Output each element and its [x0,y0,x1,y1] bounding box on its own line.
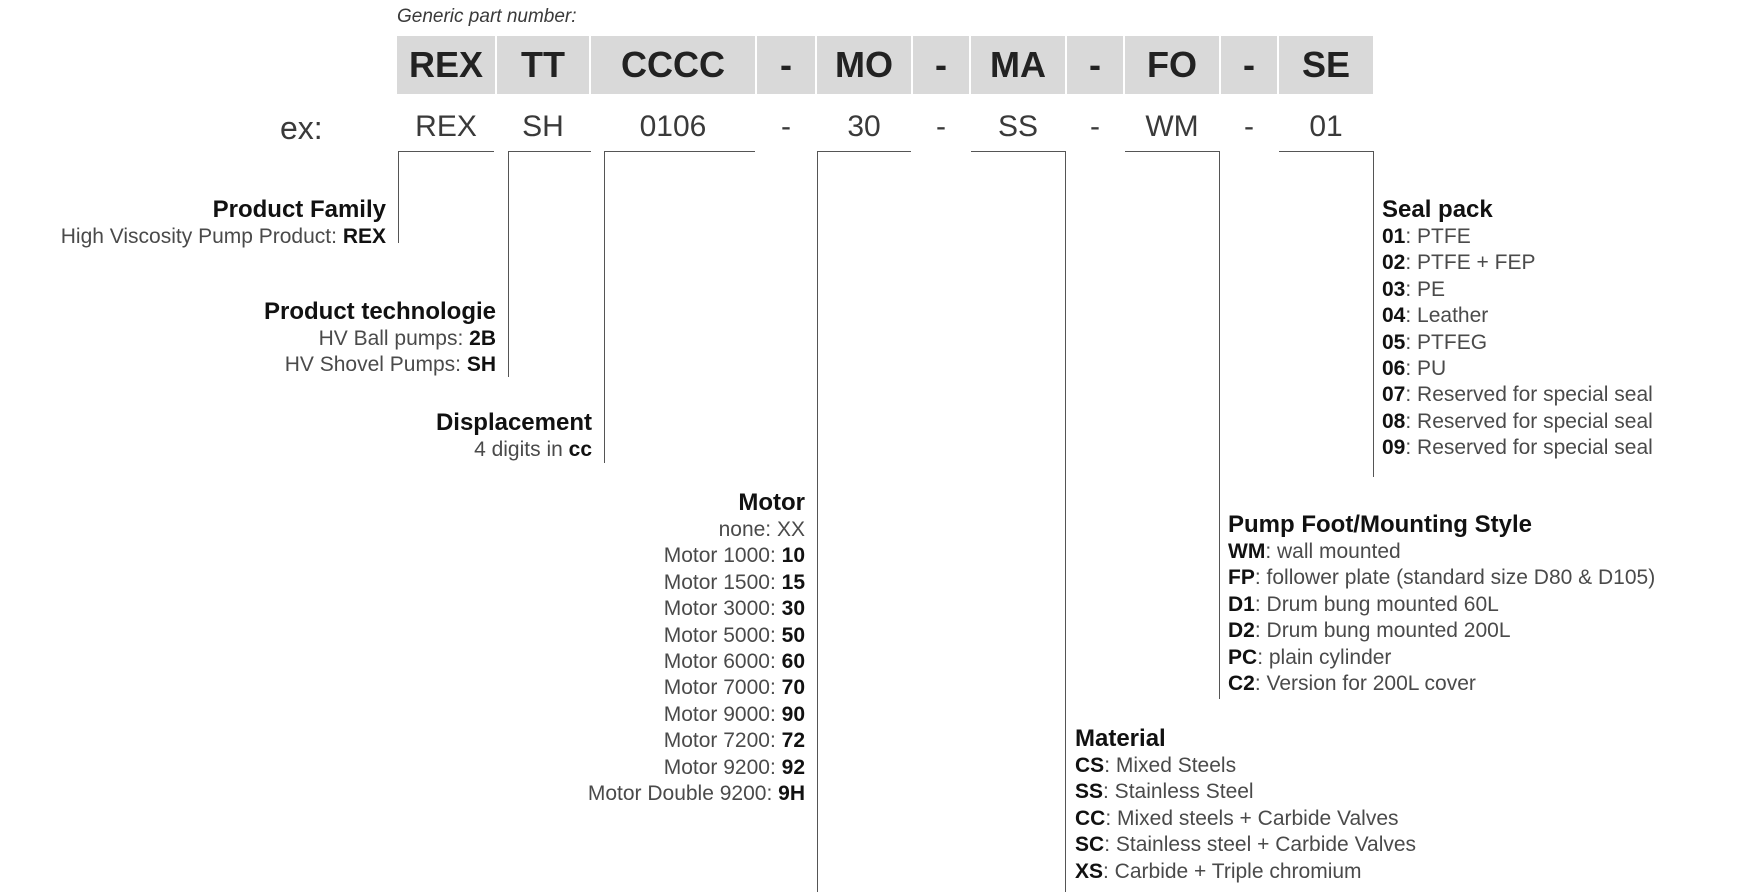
example-value: - [936,110,946,143]
example-value: 0106 [639,110,707,143]
motor-block [588,489,805,807]
list-item: 04: Leather [1382,304,1489,328]
material-block [1075,725,1416,885]
list-item: Motor 1500: 15 [663,570,805,594]
list-item: HV Shovel Pumps: SH [284,353,496,377]
list-item: PC: plain cylinder [1228,645,1392,669]
displacement-block [436,409,592,463]
list-item: D1: Drum bung mounted 60L [1228,592,1499,616]
list-item: Motor 6000: 60 [663,650,805,674]
list-item: C2: Version for 200L cover [1228,672,1476,696]
list-item: CS: Mixed Steels [1075,754,1237,777]
underline [1125,151,1219,152]
example-value: - [1090,110,1100,143]
example-value: SS [997,110,1039,143]
list-item: 4 digits in cc [474,438,592,461]
example-value: REX [415,110,477,143]
list-item: 03: PE [1382,277,1446,301]
pump-foot-block [1228,511,1655,697]
list-item: none: XX [718,518,805,541]
material-title: Material [1075,725,1166,752]
leader-line [1219,151,1220,699]
code-cell-rex: REX [397,36,495,94]
underline [508,151,591,152]
code-cell-dash: - [757,36,815,94]
product-technologie-block [264,298,496,379]
list-item: Motor 9200: 92 [663,755,805,779]
list-item: SS: Stainless Steel [1075,780,1254,804]
list-item: Motor 7000: 70 [663,676,805,700]
code-cell-se: SE [1279,36,1373,94]
example-value: 01 [1309,110,1343,143]
list-item: WM: wall mounted [1228,540,1401,563]
list-item: High Viscosity Pump Product: REX [60,225,386,248]
list-item: 06: PU [1382,357,1447,381]
underline [1279,151,1373,152]
list-item: FP: follower plate (standard size D80 & D105) [1228,566,1656,590]
example-value: SH [522,110,564,143]
list-item: 08: Reserved for special seal [1382,409,1653,433]
underline [817,151,911,152]
code-cell-dash: - [913,36,969,94]
list-item: 07: Reserved for special seal [1382,383,1653,407]
seal-pack-title: Seal pack [1382,196,1493,223]
motor-title: Motor [738,489,805,516]
product-family-title: Product Family [212,196,386,223]
leader-line [817,151,818,892]
list-item: 05: PTFEG [1382,330,1488,354]
example-value: WM [1145,110,1199,143]
product-family-block [61,196,386,250]
code-cell-ma: MA [971,36,1065,94]
code-cell-tt: TT [497,36,589,94]
leader-line [1065,151,1066,892]
list-item: Motor 7200: 72 [663,729,805,753]
example-label: ex: [280,110,323,146]
underline [604,151,755,152]
list-item: Motor 1000: 10 [663,544,805,568]
list-item: Motor 5000: 50 [663,623,805,647]
code-cell-dash: - [1221,36,1277,94]
list-item: Motor 3000: 30 [663,597,805,621]
code-cell-cccc: CCCC [591,36,755,94]
list-item: XS: Carbide + Triple chromium [1075,859,1362,883]
list-item: Motor 9000: 90 [663,702,805,726]
underline [398,151,494,152]
seal-pack-block [1382,196,1653,462]
code-cell-mo: MO [817,36,911,94]
leader-line [398,151,399,243]
example-value: - [1244,110,1254,143]
code-cell-fo: FO [1125,36,1219,94]
example-value: - [781,110,791,143]
list-item: 01: PTFE [1382,225,1471,248]
leader-line [1373,151,1374,477]
leader-line [508,151,509,377]
diagram-caption: Generic part number: [397,6,577,27]
example-value: 30 [847,110,881,143]
list-item: SC: Stainless steel + Carbide Valves [1075,833,1417,857]
list-item: 02: PTFE + FEP [1382,251,1536,275]
list-item: D2: Drum bung mounted 200L [1228,619,1511,643]
list-item: Motor Double 9200: 9H [587,782,805,806]
list-item: 09: Reserved for special seal [1382,436,1653,460]
underline [971,151,1065,152]
code-cell-dash: - [1067,36,1123,94]
list-item: CC: Mixed steels + Carbide Valves [1075,806,1399,830]
product-technologie-title: Product technologie [263,298,496,325]
list-item: HV Ball pumps: 2B [318,327,496,350]
pump-foot-title: Pump Foot/Mounting Style [1228,511,1532,538]
leader-line [604,151,605,463]
displacement-title: Displacement [435,409,592,436]
